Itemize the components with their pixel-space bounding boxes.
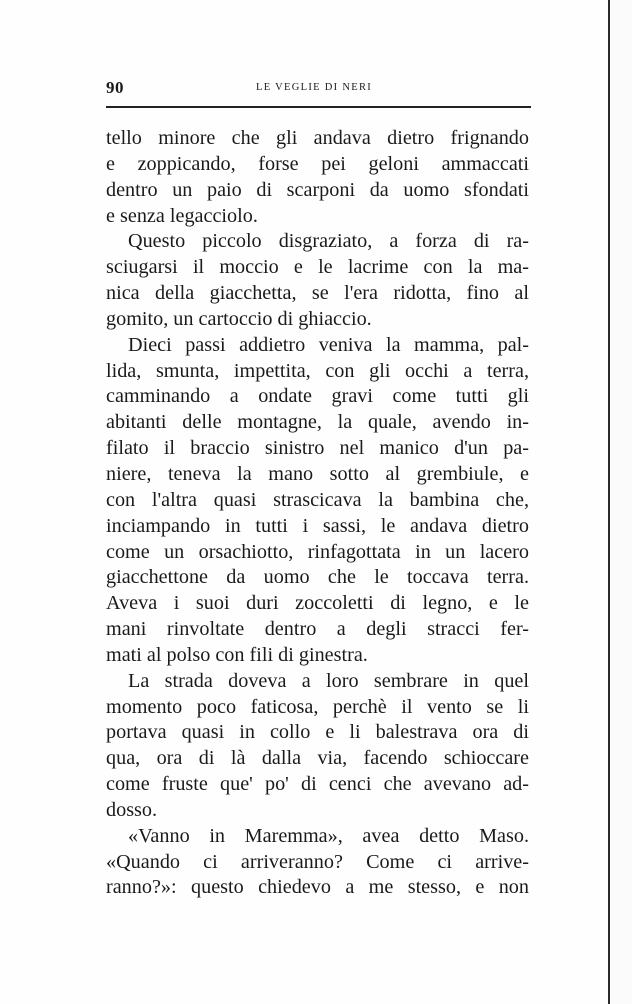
text-line: sciugarsi il moccio e le lacrime con la ma- — [106, 256, 529, 279]
text-line: niere, teneva la mano sotto al grembiule, e — [106, 462, 529, 485]
text-line: e senza legacciolo. — [106, 204, 258, 227]
header-rule — [106, 106, 531, 108]
text-line: ranno?»: questo chiedevo a me stesso, e non — [106, 876, 529, 899]
text-line: La strada doveva a loro sembrare in quel — [128, 669, 529, 692]
page-number: 90 — [106, 78, 124, 97]
text-line: dosso. — [106, 798, 158, 821]
text-line: lida, smunta, impettita, con gli occhi a terra, — [106, 359, 529, 382]
text-line: camminando a ondate gravi come tutti gli — [106, 385, 529, 408]
text-line: «Vanno in Maremma», avea detto Maso. — [128, 824, 529, 847]
body-text — [106, 126, 529, 901]
text-line: dentro un paio di scarponi da uomo sfondati — [106, 178, 529, 201]
text-line: gomito, un cartoccio di ghiaccio. — [106, 307, 372, 330]
text-line: momento poco faticosa, perchè il vento se li — [106, 695, 529, 718]
text-line: abitanti delle montagne, la quale, avendo in- — [106, 411, 529, 434]
page-edge-line — [608, 0, 610, 1004]
text-line: inciampando in tutti i sassi, le andava dietro — [106, 514, 529, 537]
text-line: come fruste que' po' di cenci che avevano ad- — [106, 773, 529, 796]
text-line: mati al polso con fili di ginestra. — [106, 643, 368, 666]
page-header — [106, 78, 531, 100]
text-line: tello minore che gli andava dietro frignando — [106, 127, 529, 149]
text-line: «Quando ci arriveranno? Come ci arrive- — [106, 850, 529, 873]
text-line: filato il braccio sinistro nel manico d'un pa- — [106, 437, 529, 460]
text-line: Dieci passi addietro veniva la mamma, pal- — [128, 333, 529, 356]
text-line: nica della giacchetta, se l'era ridotta, fino al — [106, 282, 529, 305]
text-line: come un orsachiotto, rinfagottata in un lacero — [106, 540, 529, 563]
text-line: giacchettone da uomo che le toccava terra. — [106, 566, 529, 589]
running-title: LE VEGLIE DI NERI — [256, 82, 373, 93]
page-gutter — [610, 0, 632, 1004]
text-line: portava quasi in collo e li balestrava ora di — [106, 721, 529, 744]
text-line: Aveva i suoi duri zoccoletti di legno, e le — [106, 592, 529, 615]
text-line: mani rinvoltate dentro a degli stracci fer- — [106, 618, 529, 641]
text-line: qua, ora di là dalla via, facendo schioccare — [106, 747, 529, 770]
text-line: Questo piccolo disgraziato, a forza di ra- — [128, 230, 529, 253]
text-line: e zoppicando, forse pei geloni ammaccati — [106, 152, 529, 175]
text-line: con l'altra quasi strascicava la bambina che, — [106, 488, 529, 511]
